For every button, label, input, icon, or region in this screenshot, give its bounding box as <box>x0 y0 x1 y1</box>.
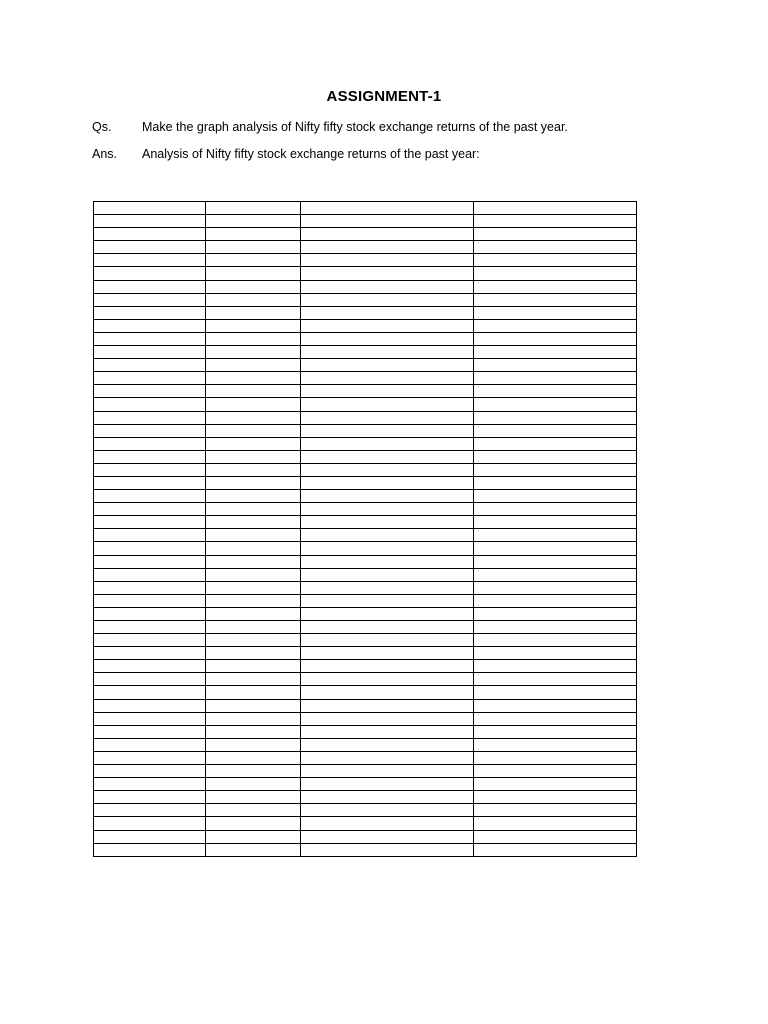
table-row <box>94 267 637 280</box>
table-cell <box>474 398 637 411</box>
table-row <box>94 830 637 843</box>
table-cell <box>94 463 206 476</box>
table-cell <box>474 699 637 712</box>
table-cell <box>206 254 301 267</box>
table-cell <box>206 765 301 778</box>
table-cell <box>206 660 301 673</box>
table-row <box>94 319 637 332</box>
question-text: Make the graph analysis of Nifty fifty stock exchange returns of the past year. <box>142 120 568 134</box>
table-row <box>94 542 637 555</box>
table-cell <box>301 712 474 725</box>
table-cell <box>474 503 637 516</box>
table-cell <box>206 319 301 332</box>
table-cell <box>94 804 206 817</box>
table-cell <box>206 529 301 542</box>
table-cell <box>94 241 206 254</box>
table-body <box>94 202 637 857</box>
table-cell <box>474 594 637 607</box>
table-cell <box>474 241 637 254</box>
table-cell <box>474 673 637 686</box>
table-cell <box>474 817 637 830</box>
table-cell <box>94 372 206 385</box>
table-cell <box>474 516 637 529</box>
table-cell <box>301 215 474 228</box>
table-cell <box>301 503 474 516</box>
table-row <box>94 424 637 437</box>
table-row <box>94 673 637 686</box>
table-cell <box>474 385 637 398</box>
table-cell <box>206 581 301 594</box>
table-row <box>94 385 637 398</box>
table-cell <box>94 346 206 359</box>
table-cell <box>301 359 474 372</box>
table-cell <box>94 791 206 804</box>
table-cell <box>301 843 474 856</box>
table-cell <box>94 712 206 725</box>
table-cell <box>301 555 474 568</box>
table-cell <box>206 332 301 345</box>
table-cell <box>94 424 206 437</box>
table-row <box>94 607 637 620</box>
table-cell <box>301 398 474 411</box>
table-cell <box>474 372 637 385</box>
table-cell <box>206 202 301 215</box>
table-cell <box>94 817 206 830</box>
table-cell <box>94 398 206 411</box>
table-cell <box>206 398 301 411</box>
table-cell <box>474 542 637 555</box>
table-cell <box>301 751 474 764</box>
table-cell <box>94 516 206 529</box>
table-row <box>94 804 637 817</box>
table-cell <box>206 241 301 254</box>
table-cell <box>301 202 474 215</box>
table-cell <box>206 686 301 699</box>
table-cell <box>301 424 474 437</box>
table-cell <box>94 751 206 764</box>
table-cell <box>301 568 474 581</box>
table-cell <box>301 581 474 594</box>
table-cell <box>206 673 301 686</box>
table-row <box>94 346 637 359</box>
table-cell <box>94 529 206 542</box>
table-cell <box>474 490 637 503</box>
table-cell <box>301 254 474 267</box>
table-cell <box>474 228 637 241</box>
table-cell <box>301 267 474 280</box>
table-row <box>94 516 637 529</box>
table-cell <box>301 490 474 503</box>
table-cell <box>206 450 301 463</box>
table-cell <box>206 306 301 319</box>
table-cell <box>474 476 637 489</box>
table-cell <box>301 437 474 450</box>
table-cell <box>94 280 206 293</box>
table-cell <box>301 228 474 241</box>
table-row <box>94 254 637 267</box>
table-cell <box>474 346 637 359</box>
table-row <box>94 686 637 699</box>
table-cell <box>301 450 474 463</box>
table-row <box>94 778 637 791</box>
table-cell <box>301 280 474 293</box>
table-cell <box>94 411 206 424</box>
table-row <box>94 202 637 215</box>
table-cell <box>474 804 637 817</box>
table-cell <box>474 319 637 332</box>
table-cell <box>206 778 301 791</box>
table-row <box>94 699 637 712</box>
table-cell <box>474 254 637 267</box>
table-cell <box>301 332 474 345</box>
table-cell <box>474 634 637 647</box>
table-cell <box>94 594 206 607</box>
table-cell <box>474 712 637 725</box>
table-cell <box>301 804 474 817</box>
table-cell <box>301 686 474 699</box>
table-cell <box>94 437 206 450</box>
table-cell <box>301 725 474 738</box>
table-row <box>94 738 637 751</box>
table-cell <box>206 411 301 424</box>
table-cell <box>94 843 206 856</box>
table-cell <box>301 319 474 332</box>
table-cell <box>474 424 637 437</box>
table-row <box>94 843 637 856</box>
table-cell <box>474 555 637 568</box>
table-row <box>94 306 637 319</box>
table-cell <box>474 647 637 660</box>
table-cell <box>206 490 301 503</box>
table-cell <box>94 503 206 516</box>
table-cell <box>94 267 206 280</box>
table-cell <box>94 673 206 686</box>
table-row <box>94 568 637 581</box>
table-cell <box>94 778 206 791</box>
table-cell <box>94 634 206 647</box>
table-cell <box>94 332 206 345</box>
table-cell <box>301 830 474 843</box>
table-cell <box>94 830 206 843</box>
table-cell <box>301 516 474 529</box>
table-cell <box>206 830 301 843</box>
table-cell <box>94 359 206 372</box>
table-cell <box>94 660 206 673</box>
table-cell <box>94 581 206 594</box>
table-cell <box>94 542 206 555</box>
table-cell <box>474 306 637 319</box>
assignment-title: ASSIGNMENT-1 <box>326 88 442 105</box>
table-cell <box>474 778 637 791</box>
table-cell <box>301 306 474 319</box>
table-cell <box>301 463 474 476</box>
table-cell <box>206 804 301 817</box>
table-cell <box>206 346 301 359</box>
table-cell <box>474 686 637 699</box>
table-cell <box>301 607 474 620</box>
table-cell <box>94 686 206 699</box>
table-cell <box>301 765 474 778</box>
table-cell <box>94 319 206 332</box>
table-cell <box>301 621 474 634</box>
table-cell <box>206 634 301 647</box>
table-cell <box>301 476 474 489</box>
table-cell <box>94 490 206 503</box>
table-cell <box>474 359 637 372</box>
table-row <box>94 751 637 764</box>
table-row <box>94 529 637 542</box>
question-row <box>92 120 568 134</box>
table-cell <box>206 791 301 804</box>
table-cell <box>474 267 637 280</box>
table-cell <box>94 725 206 738</box>
table-cell <box>474 765 637 778</box>
table-cell <box>301 411 474 424</box>
table-cell <box>474 332 637 345</box>
table-cell <box>94 450 206 463</box>
table-cell <box>474 843 637 856</box>
table-cell <box>301 738 474 751</box>
table-cell <box>94 293 206 306</box>
table-cell <box>206 738 301 751</box>
table-cell <box>474 660 637 673</box>
table-cell <box>206 359 301 372</box>
table-cell <box>301 660 474 673</box>
table-cell <box>94 228 206 241</box>
table-cell <box>301 372 474 385</box>
table-row <box>94 215 637 228</box>
table-row <box>94 765 637 778</box>
table-cell <box>206 555 301 568</box>
table-cell <box>94 647 206 660</box>
table-cell <box>206 228 301 241</box>
table-cell <box>206 293 301 306</box>
table-cell <box>474 293 637 306</box>
table-row <box>94 398 637 411</box>
table-cell <box>206 503 301 516</box>
table-row <box>94 555 637 568</box>
table-cell <box>206 463 301 476</box>
answer-text: Analysis of Nifty fifty stock exchange returns of the past year: <box>142 147 480 161</box>
table-cell <box>474 280 637 293</box>
table-cell <box>206 725 301 738</box>
table-cell <box>94 765 206 778</box>
table-cell <box>474 791 637 804</box>
table-row <box>94 372 637 385</box>
answer-row <box>92 147 480 161</box>
table-cell <box>301 594 474 607</box>
table-cell <box>206 385 301 398</box>
table-row <box>94 490 637 503</box>
empty-data-table-container <box>93 201 637 857</box>
table-cell <box>301 817 474 830</box>
table-cell <box>94 476 206 489</box>
table-cell <box>301 346 474 359</box>
table-cell <box>206 621 301 634</box>
table-cell <box>474 607 637 620</box>
table-cell <box>94 621 206 634</box>
table-cell <box>206 372 301 385</box>
table-cell <box>301 542 474 555</box>
table-row <box>94 293 637 306</box>
table-cell <box>301 385 474 398</box>
table-row <box>94 621 637 634</box>
table-cell <box>206 516 301 529</box>
table-cell <box>206 476 301 489</box>
table-cell <box>301 529 474 542</box>
table-cell <box>94 385 206 398</box>
table-row <box>94 450 637 463</box>
table-cell <box>474 529 637 542</box>
question-label: Qs. <box>92 120 112 134</box>
table-cell <box>301 293 474 306</box>
table-row <box>94 463 637 476</box>
table-cell <box>94 555 206 568</box>
table-cell <box>301 778 474 791</box>
table-cell <box>206 568 301 581</box>
table-row <box>94 332 637 345</box>
table-cell <box>206 594 301 607</box>
table-cell <box>206 267 301 280</box>
table-row <box>94 437 637 450</box>
table-cell <box>474 450 637 463</box>
table-row <box>94 817 637 830</box>
table-cell <box>206 712 301 725</box>
table-cell <box>94 607 206 620</box>
answer-label: Ans. <box>92 147 118 161</box>
table-cell <box>206 215 301 228</box>
table-cell <box>94 254 206 267</box>
table-row <box>94 228 637 241</box>
table-row <box>94 359 637 372</box>
table-cell <box>94 568 206 581</box>
table-cell <box>206 751 301 764</box>
table-cell <box>301 647 474 660</box>
table-cell <box>301 791 474 804</box>
table-row <box>94 791 637 804</box>
table-cell <box>474 463 637 476</box>
table-cell <box>206 437 301 450</box>
table-row <box>94 634 637 647</box>
table-cell <box>301 634 474 647</box>
table-cell <box>474 738 637 751</box>
table-cell <box>94 306 206 319</box>
table-cell <box>206 699 301 712</box>
table-row <box>94 647 637 660</box>
table-cell <box>474 725 637 738</box>
table-cell <box>206 843 301 856</box>
table-cell <box>301 241 474 254</box>
table-cell <box>206 817 301 830</box>
table-cell <box>474 202 637 215</box>
table-cell <box>301 699 474 712</box>
table-cell <box>94 738 206 751</box>
table-cell <box>474 830 637 843</box>
table-cell <box>474 751 637 764</box>
table-cell <box>474 215 637 228</box>
table-cell <box>474 568 637 581</box>
table-row <box>94 411 637 424</box>
table-cell <box>474 411 637 424</box>
empty-data-table <box>93 201 637 857</box>
table-row <box>94 581 637 594</box>
table-row <box>94 712 637 725</box>
table-row <box>94 594 637 607</box>
table-cell <box>206 542 301 555</box>
table-row <box>94 241 637 254</box>
table-row <box>94 725 637 738</box>
table-cell <box>474 581 637 594</box>
table-row <box>94 503 637 516</box>
table-cell <box>206 424 301 437</box>
table-cell <box>474 437 637 450</box>
table-cell <box>94 699 206 712</box>
table-row <box>94 660 637 673</box>
table-cell <box>301 673 474 686</box>
table-row <box>94 476 637 489</box>
table-cell <box>206 607 301 620</box>
table-cell <box>206 647 301 660</box>
table-cell <box>474 621 637 634</box>
table-cell <box>94 202 206 215</box>
table-cell <box>206 280 301 293</box>
table-row <box>94 280 637 293</box>
table-cell <box>94 215 206 228</box>
